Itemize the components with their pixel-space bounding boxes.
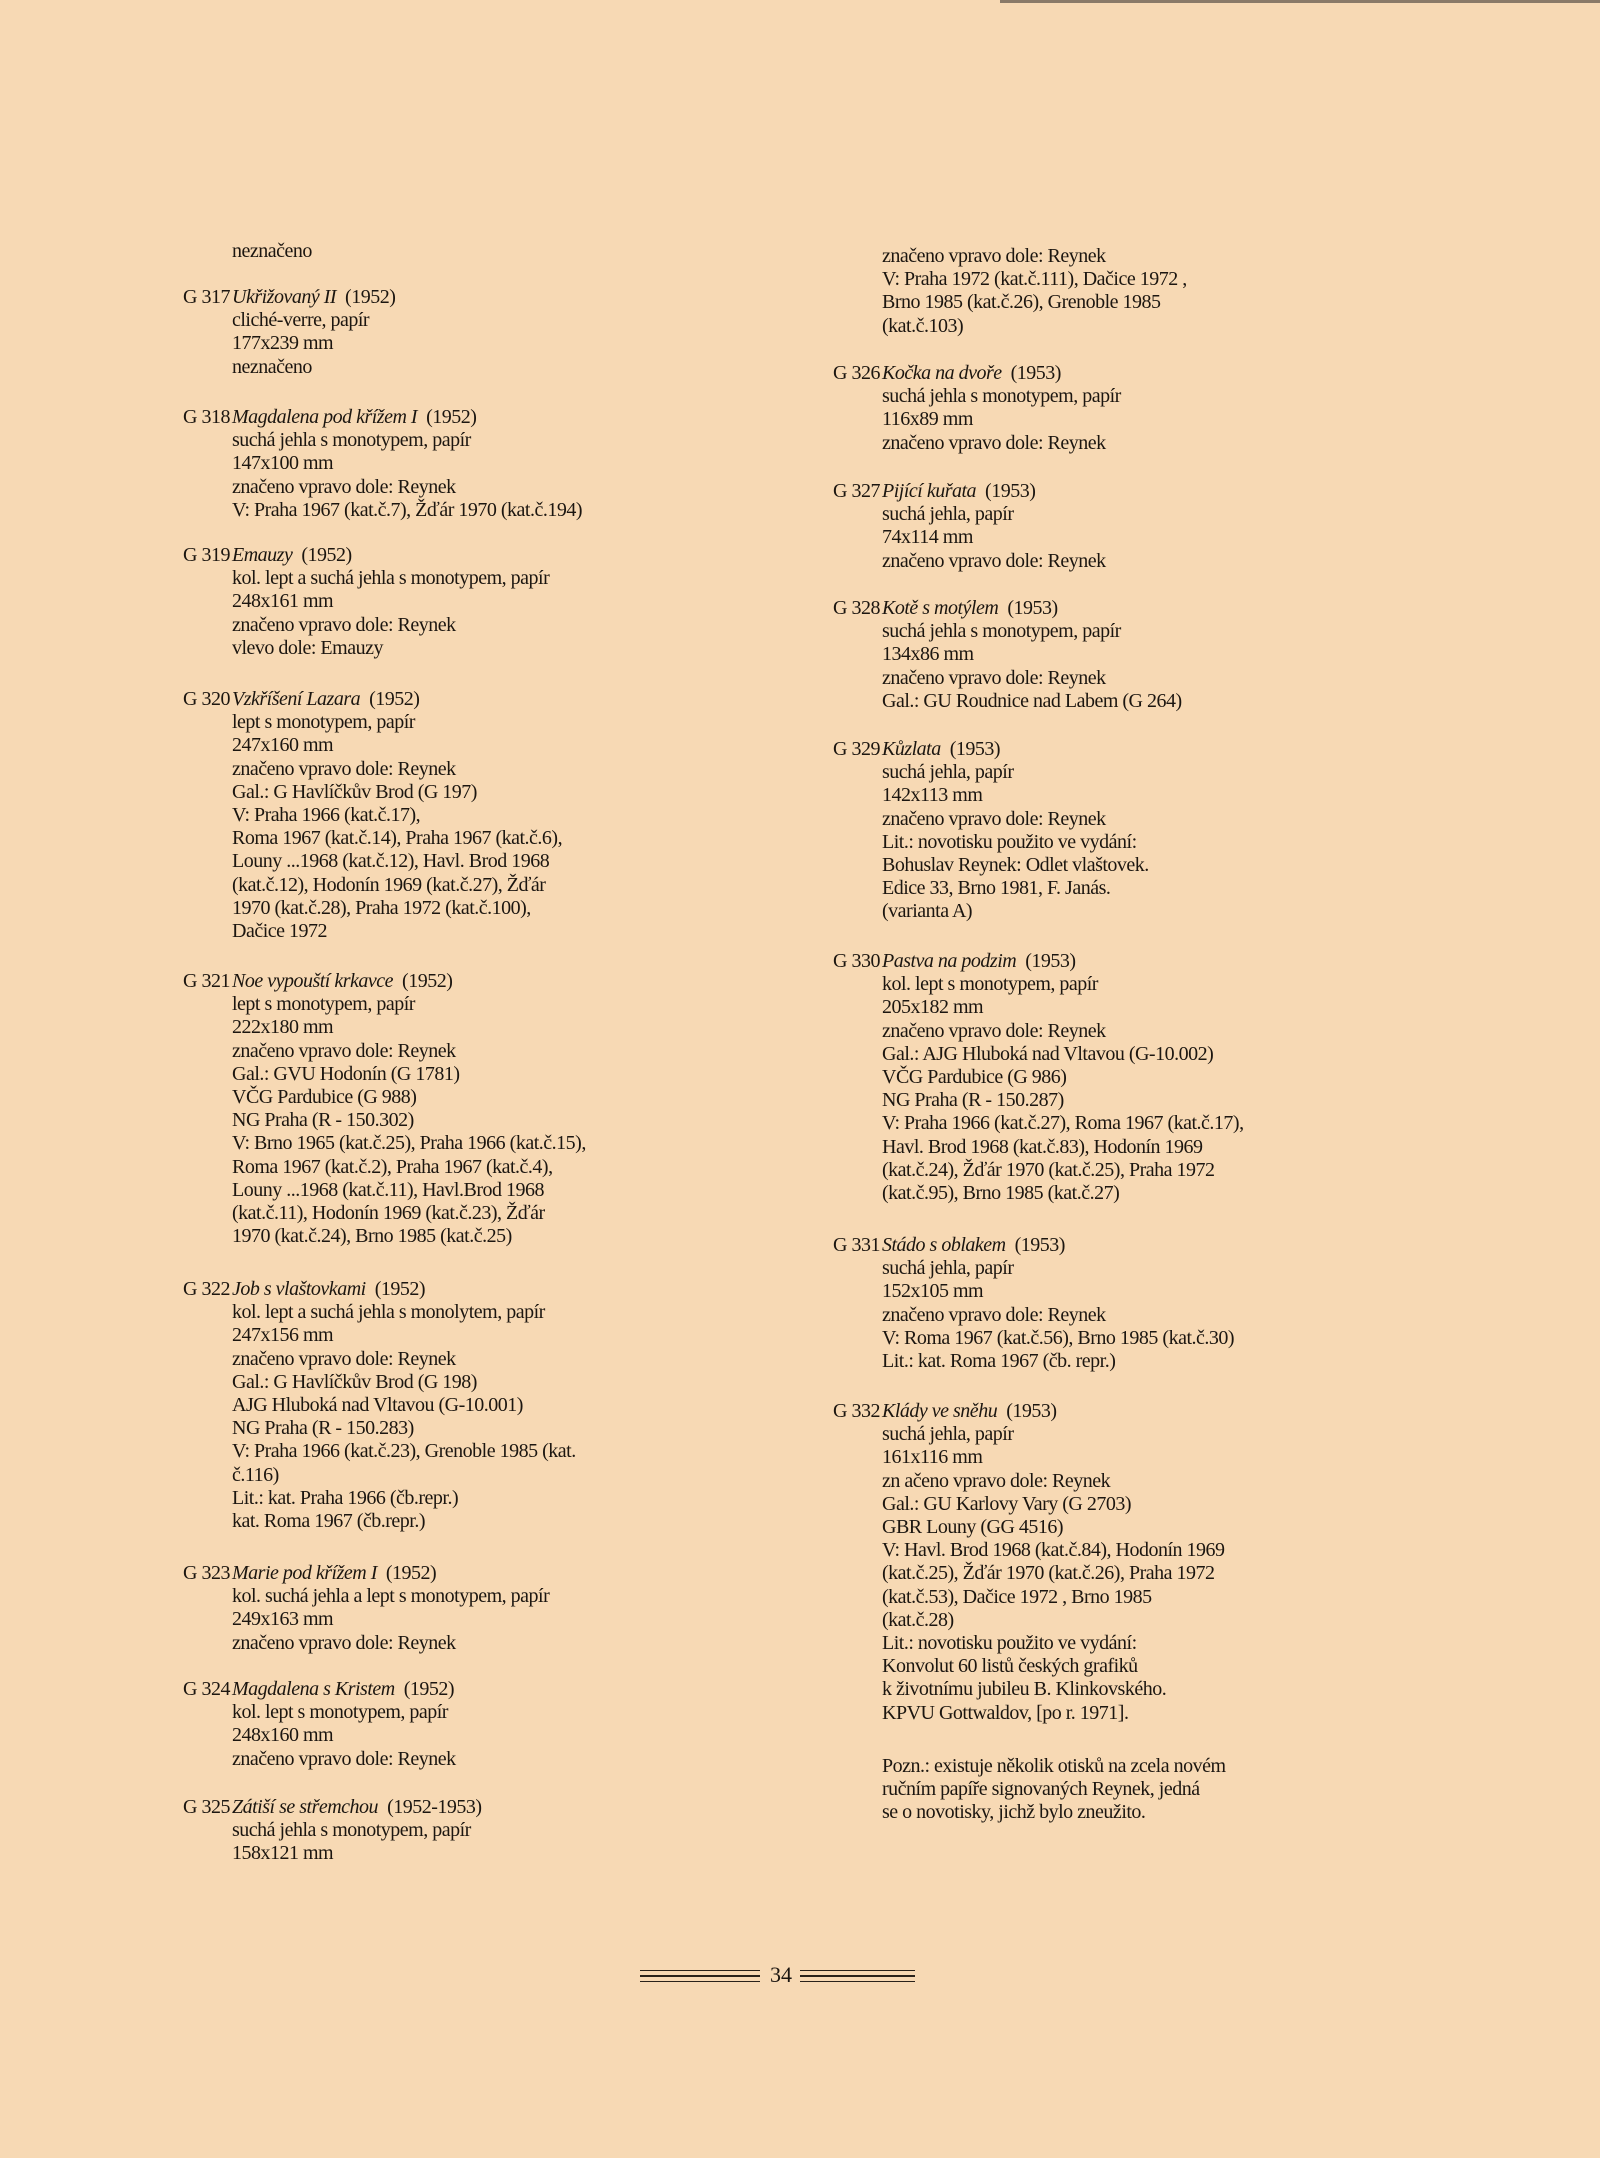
catalog-number: G 326 bbox=[833, 362, 880, 384]
entry-line: 116x89 mm bbox=[882, 408, 973, 431]
entry-line: 249x163 mm bbox=[232, 1608, 334, 1631]
entry-line: Roma 1967 (kat.č.14), Praha 1967 (kat.č.6), bbox=[232, 827, 563, 850]
catalog-number: G 325 bbox=[183, 1796, 230, 1818]
entry-line: 222x180 mm bbox=[232, 1016, 334, 1039]
catalog-entry bbox=[170, 970, 730, 1248]
entry-line: vlevo dole: Emauzy bbox=[232, 636, 383, 659]
entry-line: Lit.: novotisku použito ve vydání: bbox=[882, 830, 1137, 853]
entry-header bbox=[833, 597, 1380, 620]
catalog-entry bbox=[170, 1562, 730, 1655]
entry-header bbox=[183, 688, 730, 711]
entry-line: suchá jehla s monotypem, papír bbox=[882, 620, 1121, 643]
artwork-year: (1952) bbox=[301, 544, 352, 566]
artwork-year: (1953) bbox=[1006, 1400, 1057, 1422]
entry-line: 74x114 mm bbox=[882, 526, 973, 549]
entry-line: Brno 1985 (kat.č.26), Grenoble 1985 bbox=[882, 291, 1161, 314]
artwork-title: Kočka na dvoře bbox=[882, 362, 1002, 384]
entry-line: značeno vpravo dole: Reynek bbox=[882, 431, 1106, 454]
entry-line: VČG Pardubice (G 986) bbox=[882, 1066, 1067, 1089]
entry-line: Roma 1967 (kat.č.2), Praha 1967 (kat.č.4), bbox=[232, 1155, 553, 1178]
artwork-title: Pastva na podzim bbox=[882, 950, 1017, 972]
entry-line: suchá jehla, papír bbox=[882, 503, 1014, 526]
entry-line: V: Havl. Brod 1968 (kat.č.84), Hodonín 1969 bbox=[882, 1539, 1225, 1562]
catalog-number: G 322 bbox=[183, 1278, 230, 1300]
artwork-title: Emauzy bbox=[232, 544, 293, 566]
entry-line: kol. lept a suchá jehla s monotypem, papír bbox=[232, 567, 550, 590]
entry-line: značeno vpravo dole: Reynek bbox=[232, 1347, 456, 1370]
entry-line: suchá jehla, papír bbox=[882, 1423, 1014, 1446]
artwork-year: (1953) bbox=[985, 480, 1036, 502]
entry-line: V: Brno 1965 (kat.č.25), Praha 1966 (kat.č.15), bbox=[232, 1132, 586, 1155]
continuation-block bbox=[170, 240, 730, 263]
artwork-title: Vzkříšení Lazara bbox=[232, 688, 361, 710]
entry-line: značeno vpravo dole: Reynek bbox=[232, 1039, 456, 1062]
entry-line: Pozn.: existuje několik otisků na zcela novém bbox=[882, 1755, 1226, 1777]
catalog-number: G 332 bbox=[833, 1400, 880, 1422]
entry-line: 142x113 mm bbox=[882, 784, 983, 807]
catalog-number: G 317 bbox=[183, 286, 230, 308]
entry-header bbox=[183, 970, 730, 993]
entry-line: neznačeno bbox=[232, 240, 312, 262]
entry-line: V: Praha 1972 (kat.č.111), Dačice 1972 , bbox=[882, 268, 1187, 291]
entry-line: se o novotisky, jichž bylo zneužito. bbox=[882, 1801, 1146, 1824]
artwork-title: Ukřižovaný II bbox=[232, 286, 337, 308]
entry-header bbox=[183, 544, 730, 567]
catalog-number: G 319 bbox=[183, 544, 230, 566]
artwork-year: (1952) bbox=[403, 1678, 455, 1700]
entry-line: Edice 33, Brno 1981, F. Janás. bbox=[882, 877, 1111, 900]
artwork-title: Kůzlata bbox=[882, 738, 941, 760]
catalog-entry bbox=[820, 480, 1380, 573]
page-footer bbox=[630, 1960, 930, 2000]
artwork-title: Job s vlaštovkami bbox=[232, 1278, 366, 1300]
artwork-title: Klády ve sněhu bbox=[882, 1400, 998, 1422]
entry-line: Gal.: G Havlíčkův Brod (G 197) bbox=[232, 780, 477, 803]
entry-line: Gal.: GVU Hodonín (G 1781) bbox=[232, 1062, 460, 1085]
entry-line: Konvolut 60 listů českých grafiků bbox=[882, 1655, 1138, 1678]
entry-line: značeno vpravo dole: Reynek bbox=[232, 613, 456, 636]
artwork-title: Kotě s motýlem bbox=[882, 597, 999, 619]
artwork-title: Marie pod křížem I bbox=[232, 1562, 377, 1584]
artwork-title: Magdalena pod křížem I bbox=[232, 406, 418, 428]
catalog-entry bbox=[170, 544, 730, 660]
entry-line: Bohuslav Reynek: Odlet vlaštovek. bbox=[882, 854, 1149, 877]
entry-line: 158x121 mm bbox=[232, 1842, 334, 1865]
entry-line: (varianta A) bbox=[882, 900, 973, 923]
artwork-title: Pijící kuřata bbox=[882, 480, 977, 502]
entry-line: značeno vpravo dole: Reynek bbox=[882, 807, 1106, 830]
continuation-block bbox=[820, 245, 1380, 338]
catalog-number: G 324 bbox=[183, 1678, 230, 1700]
entry-line: (kat.č.28) bbox=[882, 1608, 954, 1631]
entry-header bbox=[183, 1678, 730, 1701]
entry-line: (kat.č.12), Hodonín 1969 (kat.č.27), Žďár bbox=[232, 873, 546, 896]
artwork-title: Stádo s oblakem bbox=[882, 1234, 1006, 1256]
entry-line: V: Roma 1967 (kat.č.56), Brno 1985 (kat.č.30) bbox=[882, 1326, 1235, 1349]
entry-header bbox=[833, 950, 1380, 973]
entry-line: V: Praha 1966 (kat.č.23), Grenoble 1985 (kat. bbox=[232, 1440, 576, 1463]
entry-line: značeno vpravo dole: Reynek bbox=[232, 1631, 456, 1654]
artwork-title: Noe vypouští krkavce bbox=[232, 970, 394, 992]
catalog-entry bbox=[170, 1678, 730, 1771]
footer-rule-right bbox=[800, 1970, 915, 1984]
entry-line: Gal.: GU Karlovy Vary (G 2703) bbox=[882, 1492, 1132, 1515]
entry-line: 248x161 mm bbox=[232, 590, 334, 613]
catalog-number: G 327 bbox=[833, 480, 880, 502]
catalog-number: G 321 bbox=[183, 970, 230, 992]
entry-line: NG Praha (R - 150.283) bbox=[232, 1417, 414, 1440]
entry-line: kol. lept s monotypem, papír bbox=[232, 1701, 448, 1724]
entry-line: kol. lept a suchá jehla s monolytem, papír bbox=[232, 1301, 545, 1324]
entry-line: Gal.: GU Roudnice nad Labem (G 264) bbox=[882, 689, 1182, 712]
entry-line: (kat.č.103) bbox=[882, 314, 964, 337]
entry-line: (kat.č.11), Hodonín 1969 (kat.č.23), Žďár bbox=[232, 1202, 545, 1225]
entry-line: 161x116 mm bbox=[882, 1446, 983, 1469]
page-number: 34 bbox=[770, 1962, 792, 1987]
catalog-number: G 318 bbox=[183, 406, 230, 428]
entry-line: KPVU Gottwaldov, [po r. 1971]. bbox=[882, 1701, 1129, 1724]
artwork-year: (1952) bbox=[426, 406, 477, 428]
catalog-entry bbox=[170, 406, 730, 522]
artwork-year: (1953) bbox=[1025, 950, 1076, 972]
catalog-entry bbox=[170, 286, 730, 379]
entry-line: značeno vpravo dole: Reynek bbox=[232, 475, 456, 498]
entry-line: značeno vpravo dole: Reynek bbox=[882, 245, 1106, 267]
entry-line: suchá jehla, papír bbox=[882, 1257, 1014, 1280]
entry-line: 205x182 mm bbox=[882, 996, 984, 1019]
entry-line: VČG Pardubice (G 988) bbox=[232, 1086, 417, 1109]
entry-line: k životnímu jubileu B. Klinkovského. bbox=[882, 1678, 1167, 1701]
catalog-number: G 323 bbox=[183, 1562, 230, 1584]
entry-line: AJG Hluboká nad Vltavou (G-10.001) bbox=[232, 1394, 523, 1417]
entry-line: 1970 (kat.č.28), Praha 1972 (kat.č.100), bbox=[232, 896, 531, 919]
entry-line: Dačice 1972 bbox=[232, 920, 328, 943]
entry-line: NG Praha (R - 150.302) bbox=[232, 1109, 414, 1132]
entry-line: 147x100 mm bbox=[232, 452, 334, 475]
entry-line: Louny ...1968 (kat.č.12), Havl. Brod 1968 bbox=[232, 850, 550, 873]
catalog-number: G 329 bbox=[833, 738, 880, 760]
artwork-year: (1952) bbox=[385, 1562, 437, 1584]
entry-line: suchá jehla s monotypem, papír bbox=[232, 429, 471, 452]
entry-line: (kat.č.24), Žďár 1970 (kat.č.25), Praha 1972 bbox=[882, 1158, 1215, 1181]
entry-line: č.116) bbox=[232, 1463, 279, 1486]
entry-line: Havl. Brod 1968 (kat.č.83), Hodonín 1969 bbox=[882, 1135, 1203, 1158]
catalog-entry bbox=[820, 1234, 1380, 1373]
entry-line: lept s monotypem, papír bbox=[232, 711, 415, 734]
entry-line: Gal.: G Havlíčkův Brod (G 198) bbox=[232, 1370, 477, 1393]
entry-header bbox=[183, 286, 730, 309]
catalog-number: G 331 bbox=[833, 1234, 880, 1256]
entry-line: 1970 (kat.č.24), Brno 1985 (kat.č.25) bbox=[232, 1225, 512, 1248]
footer-rule-left bbox=[640, 1970, 760, 1984]
entry-header bbox=[183, 1796, 730, 1819]
entry-line: značeno vpravo dole: Reynek bbox=[232, 1747, 456, 1770]
entry-line: neznačeno bbox=[232, 355, 312, 378]
entry-line: ručním papíře signovaných Reynek, jedná bbox=[882, 1778, 1200, 1801]
catalog-entry bbox=[170, 1796, 730, 1866]
entry-line: suchá jehla s monotypem, papír bbox=[882, 385, 1121, 408]
catalog-entry bbox=[820, 1400, 1380, 1725]
entry-line: GBR Louny (GG 4516) bbox=[882, 1516, 1064, 1539]
entry-header bbox=[183, 406, 730, 429]
entry-header bbox=[183, 1278, 730, 1301]
artwork-year: (1952-1953) bbox=[387, 1796, 482, 1818]
catalog-entry bbox=[820, 950, 1380, 1205]
entry-line: 177x239 mm bbox=[232, 332, 334, 355]
entry-header bbox=[833, 738, 1380, 761]
entry-line: cliché-verre, papír bbox=[232, 309, 370, 332]
entry-line: 247x160 mm bbox=[232, 734, 334, 757]
artwork-year: (1953) bbox=[1007, 597, 1058, 619]
entry-line: Lit.: novotisku použito ve vydání: bbox=[882, 1632, 1137, 1655]
entry-line: kat. Roma 1967 (čb.repr.) bbox=[232, 1510, 425, 1533]
entry-line: Lit.: kat. Roma 1967 (čb. repr.) bbox=[882, 1350, 1116, 1373]
catalog-entry bbox=[820, 362, 1380, 455]
page-edge bbox=[1000, 0, 1600, 3]
entry-header bbox=[833, 480, 1380, 503]
entry-line: lept s monotypem, papír bbox=[232, 993, 415, 1016]
catalog-number: G 320 bbox=[183, 688, 230, 710]
artwork-year: (1953) bbox=[1010, 362, 1061, 384]
entry-line: (kat.č.25), Žďár 1970 (kat.č.26), Praha 1972 bbox=[882, 1562, 1215, 1585]
catalog-entry bbox=[820, 738, 1380, 924]
catalog-entry bbox=[820, 597, 1380, 713]
entry-line: značeno vpravo dole: Reynek bbox=[882, 549, 1106, 572]
entry-header bbox=[833, 1234, 1380, 1257]
artwork-year: (1953) bbox=[949, 738, 1001, 760]
entry-header bbox=[183, 1562, 730, 1585]
entry-line: Lit.: kat. Praha 1966 (čb.repr.) bbox=[232, 1486, 459, 1509]
continuation-block bbox=[820, 1755, 1380, 1825]
entry-header bbox=[833, 362, 1380, 385]
artwork-year: (1952) bbox=[374, 1278, 426, 1300]
entry-line: značeno vpravo dole: Reynek bbox=[882, 1303, 1106, 1326]
entry-line: Gal.: AJG Hluboká nad Vltavou (G-10.002) bbox=[882, 1042, 1214, 1065]
entry-line: zn ačeno vpravo dole: Reynek bbox=[882, 1469, 1111, 1492]
artwork-year: (1952) bbox=[369, 688, 420, 710]
entry-line: (kat.č.95), Brno 1985 (kat.č.27) bbox=[882, 1182, 1120, 1205]
catalog-number: G 328 bbox=[833, 597, 880, 619]
artwork-year: (1952) bbox=[345, 286, 396, 308]
entry-line: suchá jehla s monotypem, papír bbox=[232, 1819, 471, 1842]
entry-line: 152x105 mm bbox=[882, 1280, 984, 1303]
artwork-title: Zátiší se střemchou bbox=[232, 1796, 379, 1818]
catalog-entry bbox=[170, 688, 730, 943]
entry-line: V: Praha 1966 (kat.č.17), bbox=[232, 804, 421, 827]
entry-line: 248x160 mm bbox=[232, 1724, 334, 1747]
entry-line: Louny ...1968 (kat.č.11), Havl.Brod 1968 bbox=[232, 1178, 544, 1201]
entry-header bbox=[833, 1400, 1380, 1423]
entry-line: kol. lept s monotypem, papír bbox=[882, 973, 1098, 996]
entry-line: 134x86 mm bbox=[882, 643, 974, 666]
entry-line: NG Praha (R - 150.287) bbox=[882, 1089, 1064, 1112]
artwork-title: Magdalena s Kristem bbox=[232, 1678, 395, 1700]
artwork-year: (1952) bbox=[402, 970, 453, 992]
artwork-year: (1953) bbox=[1014, 1234, 1065, 1256]
entry-line: V: Praha 1966 (kat.č.27), Roma 1967 (kat.č.17), bbox=[882, 1112, 1244, 1135]
entry-line: kol. suchá jehla a lept s monotypem, papír bbox=[232, 1585, 550, 1608]
entry-line: značeno vpravo dole: Reynek bbox=[882, 1019, 1106, 1042]
entry-line: V: Praha 1967 (kat.č.7), Žďár 1970 (kat.č.194) bbox=[232, 498, 582, 521]
catalog-entry bbox=[170, 1278, 730, 1533]
entry-line: značeno vpravo dole: Reynek bbox=[232, 757, 456, 780]
entry-line: značeno vpravo dole: Reynek bbox=[882, 666, 1106, 689]
entry-line: (kat.č.53), Dačice 1972 , Brno 1985 bbox=[882, 1585, 1152, 1608]
entry-line: suchá jehla, papír bbox=[882, 761, 1014, 784]
entry-line: 247x156 mm bbox=[232, 1324, 334, 1347]
catalog-number: G 330 bbox=[833, 950, 880, 972]
